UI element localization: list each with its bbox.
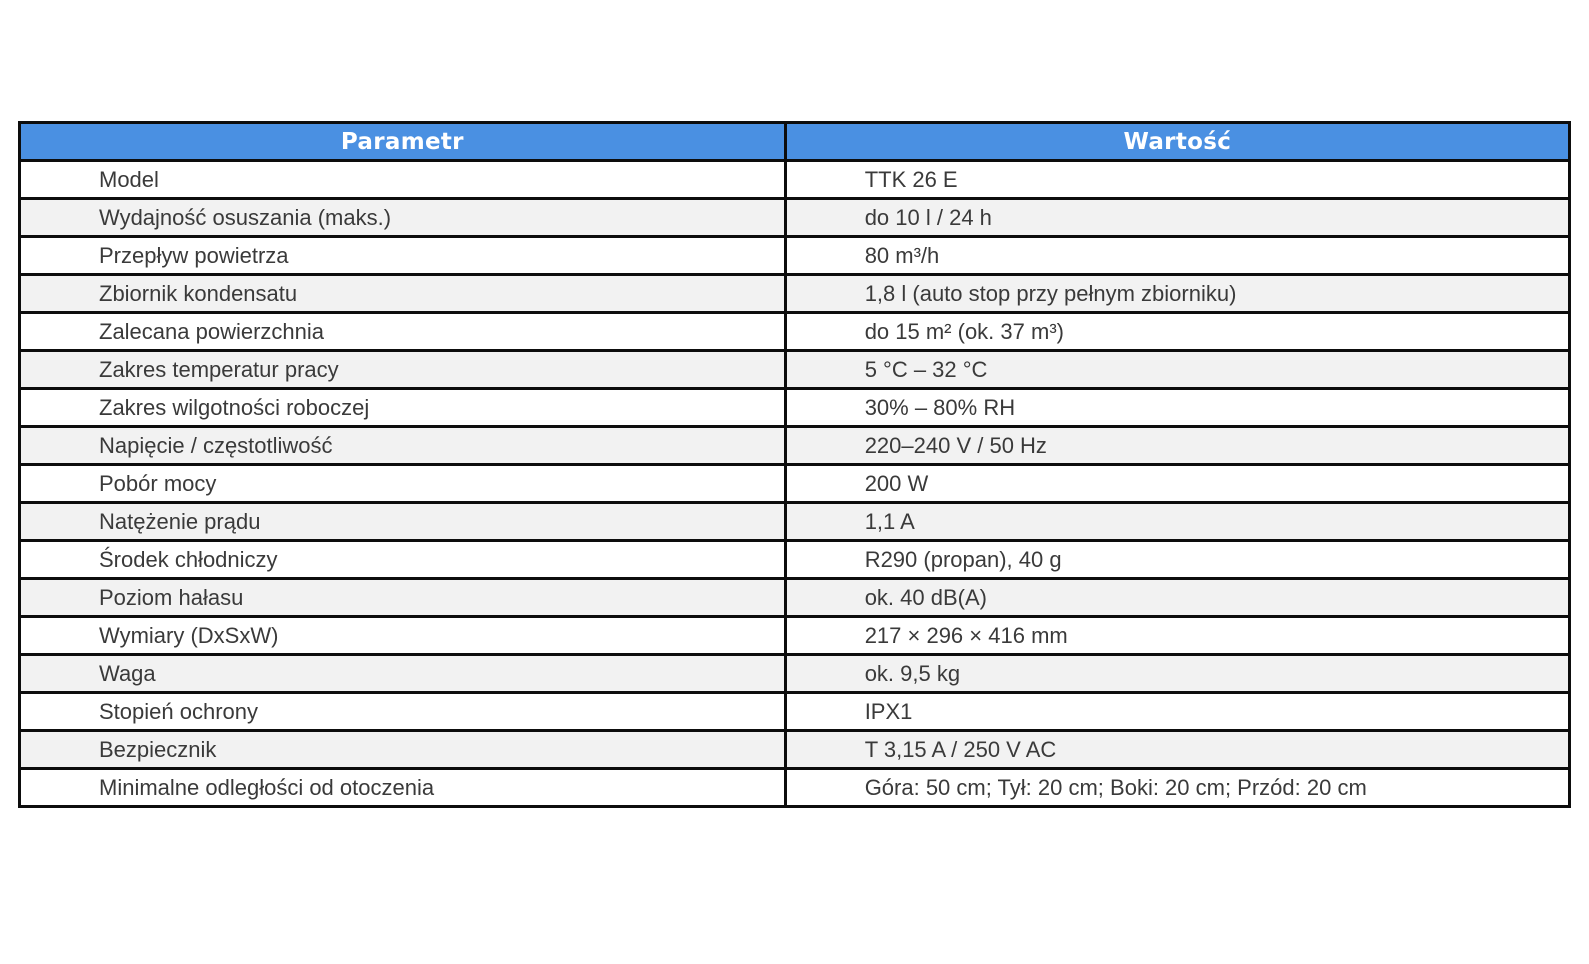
value-cell: R290 (propan), 40 g — [785, 541, 1569, 579]
value-cell: ok. 40 dB(A) — [785, 579, 1569, 617]
table-row — [20, 237, 1570, 275]
param-cell: Stopień ochrony — [20, 693, 786, 731]
param-cell: Wydajność osuszania (maks.) — [20, 199, 786, 237]
table-row — [20, 161, 1570, 199]
spec-table-header — [20, 123, 1570, 161]
table-row — [20, 199, 1570, 237]
value-cell: IPX1 — [785, 693, 1569, 731]
param-cell: Przepływ powietrza — [20, 237, 786, 275]
param-cell: Zbiornik kondensatu — [20, 275, 786, 313]
header-row — [20, 123, 1570, 161]
param-cell: Napięcie / częstotliwość — [20, 427, 786, 465]
column-header-wartosc: Wartość — [785, 123, 1569, 161]
table-row — [20, 389, 1570, 427]
table-row — [20, 617, 1570, 655]
value-cell: do 15 m² (ok. 37 m³) — [785, 313, 1569, 351]
param-cell: Bezpiecznik — [20, 731, 786, 769]
param-cell: Środek chłodniczy — [20, 541, 786, 579]
param-cell: Pobór mocy — [20, 465, 786, 503]
table-row — [20, 351, 1570, 389]
table-row — [20, 427, 1570, 465]
value-cell: 1,1 A — [785, 503, 1569, 541]
param-cell: Zalecana powierzchnia — [20, 313, 786, 351]
table-row — [20, 275, 1570, 313]
value-cell: 217 × 296 × 416 mm — [785, 617, 1569, 655]
param-cell: Waga — [20, 655, 786, 693]
param-cell: Wymiary (DxSxW) — [20, 617, 786, 655]
param-cell: Zakres wilgotności roboczej — [20, 389, 786, 427]
value-cell: Góra: 50 cm; Tył: 20 cm; Boki: 20 cm; Przód: 20 cm — [785, 769, 1569, 807]
table-row — [20, 313, 1570, 351]
value-cell: 80 m³/h — [785, 237, 1569, 275]
value-cell: do 10 l / 24 h — [785, 199, 1569, 237]
table-row — [20, 655, 1570, 693]
table-row — [20, 769, 1570, 807]
value-cell: 5 °C – 32 °C — [785, 351, 1569, 389]
spec-table — [18, 121, 1571, 808]
value-cell: 1,8 l (auto stop przy pełnym zbiorniku) — [785, 275, 1569, 313]
value-cell: 220–240 V / 50 Hz — [785, 427, 1569, 465]
value-cell: T 3,15 A / 250 V AC — [785, 731, 1569, 769]
table-row — [20, 731, 1570, 769]
value-cell: ok. 9,5 kg — [785, 655, 1569, 693]
param-cell: Natężenie prądu — [20, 503, 786, 541]
spec-table-container — [18, 121, 1571, 808]
table-row — [20, 541, 1570, 579]
table-row — [20, 503, 1570, 541]
param-cell: Minimalne odległości od otoczenia — [20, 769, 786, 807]
table-row — [20, 465, 1570, 503]
param-cell: Zakres temperatur pracy — [20, 351, 786, 389]
value-cell: TTK 26 E — [785, 161, 1569, 199]
column-header-parametr: Parametr — [20, 123, 786, 161]
value-cell: 30% – 80% RH — [785, 389, 1569, 427]
table-row — [20, 579, 1570, 617]
param-cell: Model — [20, 161, 786, 199]
value-cell: 200 W — [785, 465, 1569, 503]
param-cell: Poziom hałasu — [20, 579, 786, 617]
spec-table-body — [20, 161, 1570, 807]
table-row — [20, 693, 1570, 731]
